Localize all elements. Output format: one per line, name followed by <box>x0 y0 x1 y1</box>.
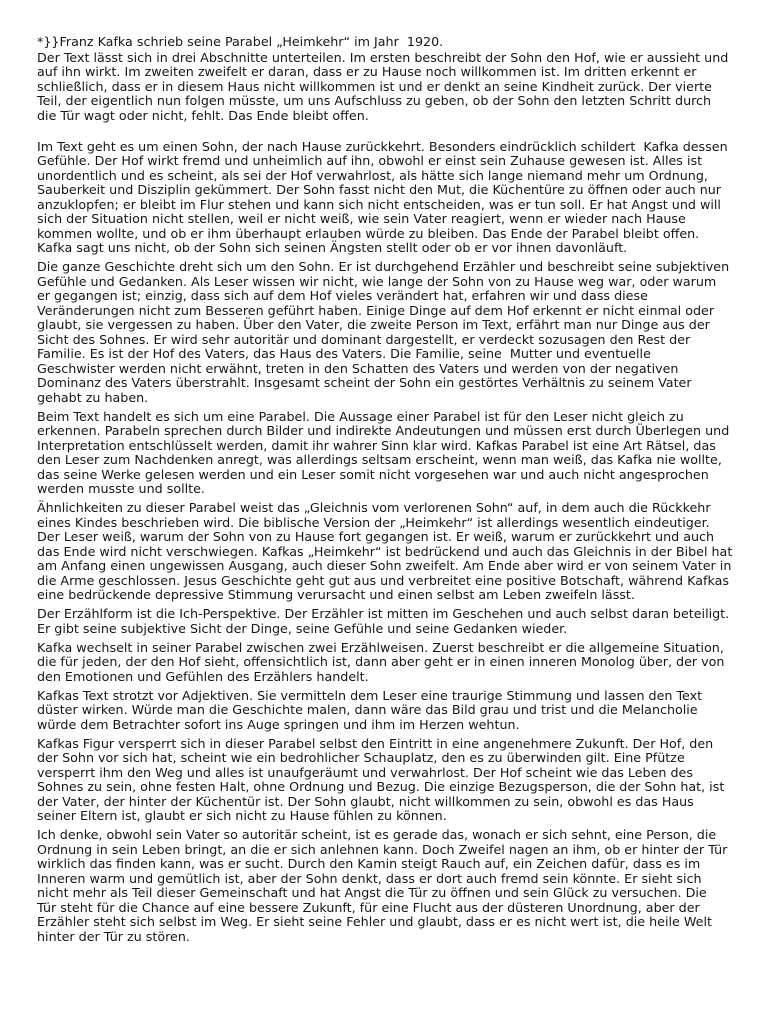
text-line: Sohnes zu sein, ohne festen Halt, ohne Ordnung und Bezug. Die einzige Bezugsperson, die der Sohn hat, ist <box>37 779 725 795</box>
text-line: schließlich, dass er in diesem Haus nicht willkommen ist und er denkt an seine Kindheit zurück. Der vierte <box>37 78 712 94</box>
text-line: Familie. Es ist der Hof des Vaters, das Haus des Vaters. Die Familie, seine Mutter und eventuelle <box>37 346 651 362</box>
text-line: das Ende wird nicht verschwiegen. Kafkas „Heimkehr“ ist bedrückend und auch das Gleichnis in der Bibel hat <box>37 543 733 559</box>
text-line: Sauberkeit und Disziplin gekümmert. Der Sohn fasst nicht den Mut, die Küchentüre zu öffnen oder auch nur <box>37 182 722 198</box>
intro-paragraph <box>37 35 768 50</box>
text-line: Sicht des Sohnes. Er wird sehr autoritär und dominant dargestellt, er verdeckt sozusagen den Rest der <box>37 331 691 347</box>
text-line: Der Erzählform ist die Ich-Perspektive. Der Erzähler ist mitten im Geschehen und auch selbst daran beteiligt. <box>37 606 730 622</box>
text-line: die Tür wagt oder nicht, fehlt. Das Ende bleibt offen. <box>37 107 369 123</box>
text-line: Inneren warm und gemütlich ist, aber der Sohn denkt, dass er dort auch fremd sein könnte. Er sieht sich <box>37 870 702 886</box>
text-line: der Vater, der hinter der Küchentür ist. Der Sohn glaubt, nicht willkommen zu sein, obwohl es das Haus <box>37 793 694 809</box>
text-line: Tür steht für die Chance auf eine bessere Zukunft, für eine Flucht aus der düsteren Unordnung, aber der <box>37 899 700 915</box>
document-body <box>37 51 768 945</box>
text-line: Interpretation entschlüsselt werden, damit ihr wahrer Sinn klar wird. Kafkas Parabel ist eine Art Rätsel, das <box>37 437 716 453</box>
text-line: Beim Text handelt es sich um eine Parabel. Die Aussage einer Parabel ist für den Leser nicht gleich zu <box>37 408 684 424</box>
text-line: Kafkas Figur versperrt sich in dieser Parabel selbst den Eintritt in eine angenehmere Zukunft. Der Hof, den <box>37 735 714 751</box>
text-line: eine bedrückende depressive Stimmung verursacht und einen selbst am Leben zweifeln lässt. <box>37 587 635 603</box>
text-line: seiner Eltern ist, glaubt er sich nicht zu Hause fühlen zu können. <box>37 808 447 824</box>
paragraph-3 <box>37 260 768 405</box>
paragraph-8 <box>37 689 768 733</box>
text-line: Veränderungen nicht zum Besseren geführt haben. Einige Dinge auf dem Hof erkennt er nicht einmal oder <box>37 302 715 318</box>
text-line: der Sohn vor sich hat, scheint wie ein bedrohlicher Schauplatz, den es zu überwinden gilt. Eine Pfütze <box>37 750 685 766</box>
text-line: Geschwister werden nicht erwähnt, treten in den Schatten des Vaters und werden von der negativen <box>37 360 679 376</box>
intro-line: *}}Franz Kafka schrieb seine Parabel „Heimkehr“ im Jahr 1920. <box>37 33 444 49</box>
text-line: Dominanz des Vaters überstrahlt. Insgesamt scheint der Sohn ein gestörtes Verhältnis zu seinem Vater <box>37 375 692 391</box>
text-line: unordentlich und es scheint, als sei der Hof verwahrlost, als hätte sich lange niemand mehr um Ordnung, <box>37 167 708 183</box>
text-line: Kafka wechselt in seiner Parabel zwischen zwei Erzählweisen. Zuerst beschreibt er die allgemeine Situation, <box>37 639 724 655</box>
text-line: Im Text geht es um einen Sohn, der nach Hause zurückkehrt. Besonders eindrücklich schildert Kafka dessen <box>37 138 728 154</box>
text-line: Ordnung in sein Leben bringt, an die er sich anlehnen kann. Doch Zweifel nagen an ihm, ob er hinter der Tür <box>37 841 728 857</box>
paragraph-4 <box>37 410 768 497</box>
text-line: Der Leser weiß, warum der Sohn von zu Hause fort gegangen ist. Er weiß, warum er zurückkehrt und auch <box>37 529 715 545</box>
text-line: Ich denke, obwohl sein Vater so autoritär scheint, ist es gerade das, wonach er sich sehnt, eine Person, die <box>37 827 717 843</box>
text-line: kommen wollte, und ob er ihm überhaupt erlauben würde zu bleiben. Das Ende der Parabel bleibt offen. <box>37 225 700 241</box>
text-line: Teil, der eigentlich nun folgen müsste, um uns Aufschluss zu geben, ob der Sohn den letzten Schritt durch <box>37 93 712 109</box>
text-line: gehabt zu haben. <box>37 389 149 405</box>
text-line: die für jeden, der den Hof sieht, offensichtlich ist, dann aber geht er in einen inneren Monolog über, der von <box>37 654 725 670</box>
text-line: den Leser zum Nachdenken anregt, was allerdings seltsam erscheint, wenn man weiß, das Kafka nie wollte, <box>37 452 722 468</box>
text-line: versperrt ihm den Weg und alles ist unaufgeräumt und verwahrlost. Der Hof scheint wie das Leben des <box>37 764 693 780</box>
paragraph-10 <box>37 828 768 944</box>
text-line: auf ihn wirkt. Im zweiten zweifelt er daran, dass er zu Hause noch willkommen ist. Im dritten erkennt er <box>37 64 697 80</box>
text-line: eines Kindes beschrieben wird. Die biblische Version der „Heimkehr“ ist allerdings wesentlich eindeutiger. <box>37 514 710 530</box>
text-line: Er gibt seine subjektive Sicht der Dinge, seine Gefühle und seine Gedanken wieder. <box>37 620 568 636</box>
text-line: sich der Situation nicht stellen, weil er nicht weiß, wie sein Vater reagiert, wenn er wieder nach Hause <box>37 211 686 227</box>
text-line: Kafka sagt uns nicht, ob der Sohn sich seinen Ängsten stellt oder ob er vor ihnen davonläuft. <box>37 240 628 256</box>
text-line: er gegangen ist; einzig, dass sich auf dem Hof vieles verändert hat, erfahren wir und dass diese <box>37 288 648 304</box>
text-line: am Anfang einen ungewissen Ausgang, auch dieser Sohn zweifelt. Am Ende aber wird er von seinem Vater in <box>37 558 732 574</box>
text-line: hinter der Tür zu stören. <box>37 928 190 944</box>
text-line: Der Text lässt sich in drei Abschnitte unterteilen. Im ersten beschreibt der Sohn den Hof, wie er aussieht und <box>37 49 729 65</box>
text-line: wirklich das finden kann, was er sucht. Durch den Kamin steigt Rauch auf, ein Zeichen dafür, dass es im <box>37 856 701 872</box>
text-line: erkennen. Parabeln sprechen durch Bilder und indirekte Andeutungen und müssen erst durch Überlegen und <box>37 423 730 439</box>
paragraph-6 <box>37 607 768 636</box>
text-line: Ähnlichkeiten zu dieser Parabel weist das „Gleichnis vom verlorenen Sohn“ auf, in dem auch die Rückkehr <box>37 500 711 516</box>
text-line: würde dem Betrachter sofort ins Auge springen und ihm im Herzen wehtun. <box>37 716 520 732</box>
text-line: nicht mehr als Teil dieser Gemeinschaft und hat Angst die Tür zu öffnen und sein Glück zu versuchen. Die <box>37 885 707 901</box>
text-line: glaubt, sie vergessen zu haben. Über den Vater, die zweite Person im Text, erfährt man nur Dinge aus der <box>37 317 710 333</box>
text-line: düster wirken. Würde man die Geschichte malen, dann wäre das Bild grau und trist und die Melancholie <box>37 702 698 718</box>
paragraph-9 <box>37 737 768 824</box>
paragraph-7 <box>37 641 768 685</box>
paragraph-2 <box>37 140 768 256</box>
text-line: Die ganze Geschichte dreht sich um den Sohn. Er ist durchgehend Erzähler und beschreibt seine subjektiven <box>37 259 730 275</box>
text-line: Gefühle und Gedanken. Als Leser wissen wir nicht, wie lange der Sohn von zu Hause weg war, oder warum <box>37 273 717 289</box>
text-line: das seine Werke gelesen werden und ein Leser somit nicht vorgesehen war und auch nicht angesprochen <box>37 466 709 482</box>
text-line: Erzähler steht sich selbst im Weg. Er sieht seine Fehler und glaubt, dass er es nicht wert ist, die heile Welt <box>37 914 712 930</box>
text-line: werden musste und sollte. <box>37 481 205 497</box>
paragraph-1 <box>37 51 768 124</box>
paragraph-5 <box>37 501 768 603</box>
text-line: Kafkas Text strotzt vor Adjektiven. Sie vermitteln dem Leser eine traurige Stimmung und lassen den Text <box>37 687 703 703</box>
text-line: Gefühle. Der Hof wirkt fremd und unheimlich auf ihn, obwohl er einst sein Zuhause gewesen ist. Alles ist <box>37 153 703 169</box>
text-line: den Emotionen und Gefühlen des Erzählers handelt. <box>37 668 369 684</box>
text-line: die Arme geschlossen. Jesus Geschichte geht gut aus und verbreitet eine positive Botschaft, während Kafkas <box>37 572 729 588</box>
text-line: anzuklopfen; er bleibt im Flur stehen und kann sich nicht entscheiden, was er tun soll. Er hat Angst und will <box>37 196 721 212</box>
